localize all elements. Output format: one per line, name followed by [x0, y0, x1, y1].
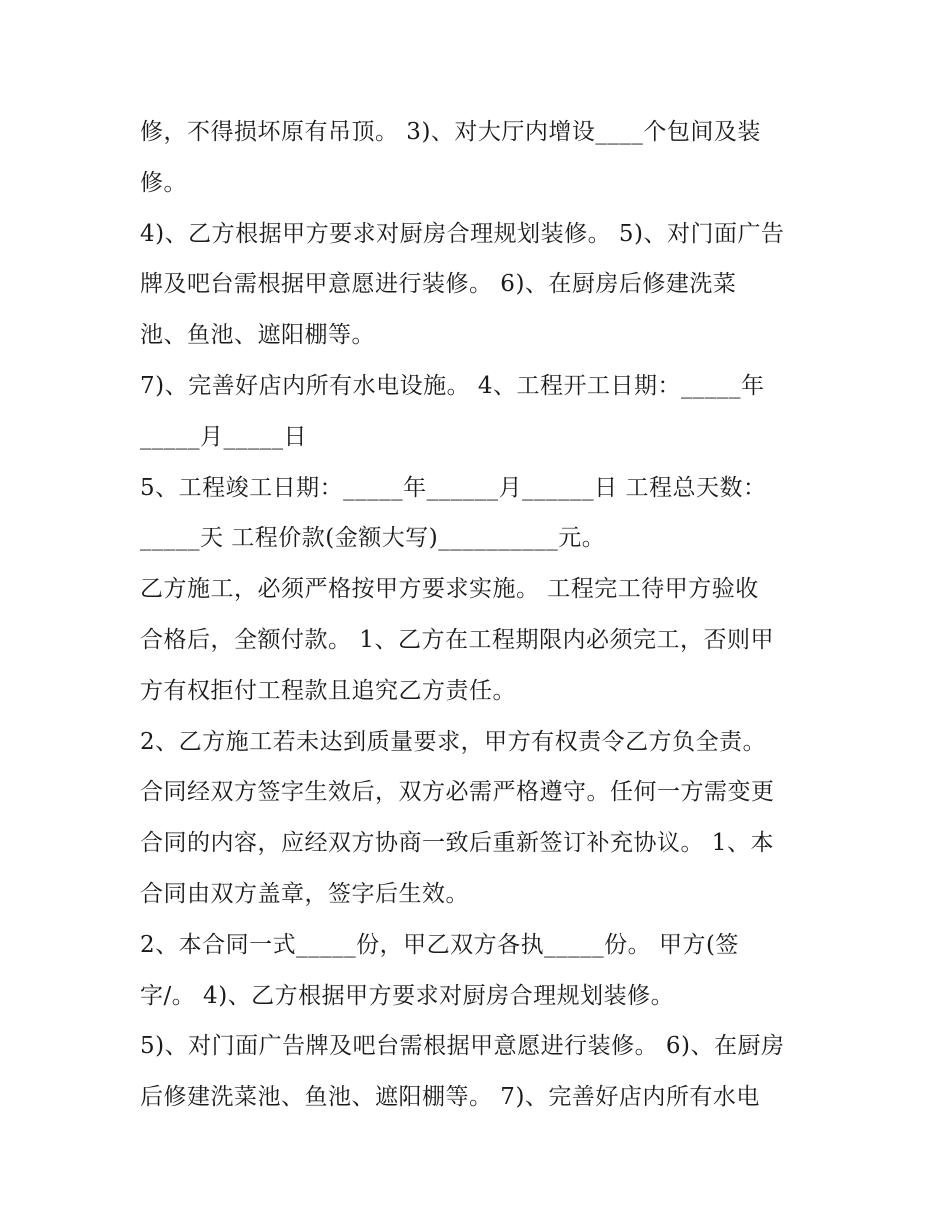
- text-line: 5、工程竣工日期：_____年______月______日 工程总天数：: [140, 474, 767, 501]
- text-line: 乙方施工，必须严格按甲方要求实施。 工程完工待甲方验收: [140, 576, 759, 603]
- text-line: 牌及吧台需根据甲意愿进行装修。 6)、在厨房后修建洗菜: [140, 271, 737, 298]
- text-line: 2、乙方施工若未达到质量要求，甲方有权责令乙方负全责。: [140, 728, 767, 755]
- text-line: 5)、对门面广告牌及吧台需根据甲意愿进行装修。 6)、在厨房: [140, 1033, 785, 1060]
- text-line: 池、鱼池、遮阳棚等。: [140, 322, 375, 349]
- text-line: 合格后，全额付款。 1、乙方在工程期限内必须完工，否则甲: [140, 626, 774, 653]
- text-line: 2、本合同一式_____份，甲乙双方各执_____份。 甲方(签: [140, 931, 739, 958]
- text-line: 合同由双方盖章，签字后生效。: [140, 880, 469, 907]
- text-line: 方有权拒付工程款且追究乙方责任。: [140, 677, 516, 704]
- text-line: 修。: [140, 169, 187, 196]
- text-line: 字/。 4)、乙方根据甲方要求对厨房合理规划装修。: [140, 982, 675, 1009]
- text-line: 合同经双方签字生效后，双方必需严格遵守。任何一方需变更: [140, 779, 775, 806]
- text-line: 修，不得损坏原有吊顶。 3)、对大厅内增设____个包间及装: [140, 119, 761, 145]
- text-line: 7)、完善好店内所有水电设施。 4、工程开工日期：_____年: [140, 372, 765, 399]
- contract-text-body: [140, 107, 830, 1123]
- text-line: 合同的内容，应经双方协商一致后重新签订补充协议。 1、本: [140, 830, 774, 857]
- text-line: _____天 工程价款(金额大写)__________元。: [140, 525, 606, 552]
- text-line: 4)、乙方根据甲方要求对厨房合理规划装修。 5)、对门面广告: [140, 220, 785, 247]
- text-line: _____月_____日: [140, 423, 307, 450]
- text-line: 后修建洗菜池、鱼池、遮阳棚等。 7)、完善好店内所有水电: [140, 1084, 760, 1111]
